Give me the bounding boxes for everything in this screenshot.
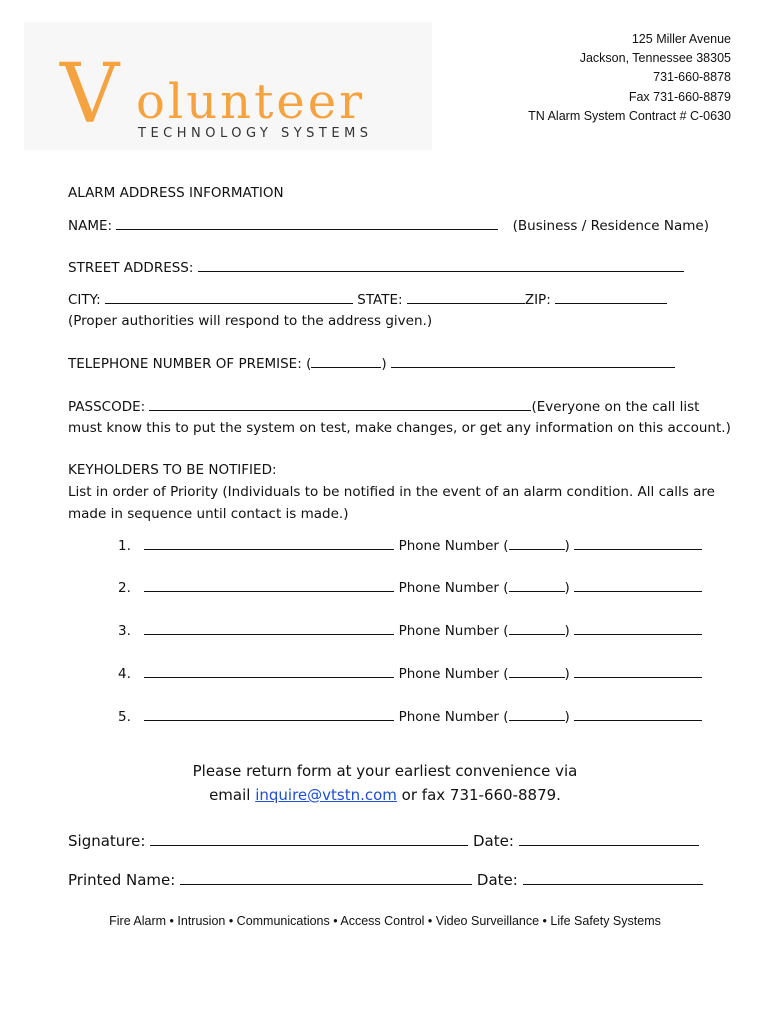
passcode-note: (Everyone on the call list [531,399,700,415]
section-title: ALARM ADDRESS INFORMATION [68,185,284,201]
state-label: STATE: [357,292,403,308]
keyholder-area-code-field[interactable] [509,665,565,678]
keyholder-number: 3. [118,623,131,639]
state-field[interactable] [407,291,525,304]
signature-row [68,832,699,850]
keyholder-phone-field[interactable] [574,622,702,635]
name-row [68,217,709,234]
keyholder-name-field[interactable] [144,537,394,550]
passcode-note-continued: must know this to put the system on test, make changes, or get any information on this account.) [68,420,731,436]
logo-subtitle: TECHNOLOGY SYSTEMS [138,126,373,141]
email-link[interactable]: inquire@vtstn.com [255,786,397,804]
keyholder-row: 5. Phone Number ( ) [118,708,702,725]
area-code-field[interactable] [311,355,381,368]
footer-services: Fire Alarm • Intrusion • Communications • Access Control • Video Surveillance • Life Safety Systems [109,914,661,928]
keyholders-title: KEYHOLDERS TO BE NOTIFIED: [68,462,277,478]
signature-field[interactable] [150,833,468,846]
phone-number-label: Phone Number [398,580,499,596]
printed-name-row [68,871,703,889]
phone-number-label: Phone Number [398,538,499,554]
keyholder-number: 4. [118,666,131,682]
keyholder-row: 2. Phone Number ( ) [118,579,702,596]
logo [24,22,432,150]
proper-authorities-note: (Proper authorities will respond to the address given.) [68,313,433,329]
street-label: STREET ADDRESS: [68,260,194,276]
name-label: NAME: [68,218,113,234]
keyholders-description-continued: made in sequence until contact is made.) [68,506,349,522]
phone-number-label: Phone Number [398,623,499,639]
logo-word: olunteer [136,74,366,130]
address-contract: TN Alarm System Contract # C-0630 [528,108,731,123]
keyholder-row: 1. Phone Number ( ) [118,537,702,554]
keyholder-name-field[interactable] [144,622,394,635]
keyholder-phone-field[interactable] [574,708,702,721]
keyholder-area-code-field[interactable] [509,622,565,635]
phone-number-label: Phone Number [398,709,499,725]
passcode-label: PASSCODE: [68,399,146,415]
address-phone: 731-660-8878 [653,70,731,85]
printed-name-label: Printed Name: [68,871,176,889]
return-note-line2 [0,786,770,804]
email-prefix: email [209,786,256,804]
telephone-row: TELEPHONE NUMBER OF PREMISE: ( ) [68,355,675,372]
keyholder-name-field[interactable] [144,708,394,721]
keyholder-name-field[interactable] [144,665,394,678]
city-field[interactable] [105,291,353,304]
passcode-row [68,398,699,415]
keyholder-phone-field[interactable] [574,579,702,592]
keyholder-area-code-field[interactable] [509,537,565,550]
zip-field[interactable] [555,291,667,304]
logo-letter-v: V [60,47,120,142]
passcode-field[interactable] [149,398,531,411]
keyholder-number: 2. [118,580,131,596]
return-note-line1: Please return form at your earliest convenience via [192,762,578,780]
company-address [528,30,731,126]
telephone-field[interactable] [391,355,675,368]
address-line: 125 Miller Avenue [631,32,731,46]
phone-number-label: Phone Number [398,666,499,682]
keyholder-number: 5. [118,709,131,725]
telephone-label: TELEPHONE NUMBER OF PREMISE: [68,356,302,372]
keyholder-phone-field[interactable] [574,537,702,550]
name-field[interactable] [116,217,498,230]
signature-label: Signature: [68,832,146,850]
address-line: Jackson, Tennessee 38305 [579,51,731,66]
printed-name-field[interactable] [180,872,472,885]
date-field[interactable] [519,833,699,846]
address-fax: Fax 731-660-8879 [628,89,731,104]
keyholder-name-field[interactable] [144,579,394,592]
date-label: Date: [476,871,518,889]
zip-label: ZIP: [524,292,551,308]
keyholders-description: List in order of Priority (Individuals to be notified in the event of an alarm condition. All calls are [68,484,715,500]
street-field[interactable] [198,259,684,272]
keyholder-phone-field[interactable] [574,665,702,678]
keyholder-area-code-field[interactable] [509,579,565,592]
name-note: (Business / Residence Name) [512,218,709,234]
keyholder-row: 3. Phone Number ( ) [118,622,702,639]
date-field[interactable] [523,872,703,885]
keyholder-area-code-field[interactable] [509,708,565,721]
city-label: CITY: [68,292,101,308]
street-row [68,259,684,276]
keyholder-row: 4. Phone Number ( ) [118,665,702,682]
city-state-zip-row [68,291,667,308]
fax-text: or fax 731-660-8879. [396,786,561,804]
date-label: Date: [472,832,514,850]
keyholder-number: 1. [118,538,131,554]
